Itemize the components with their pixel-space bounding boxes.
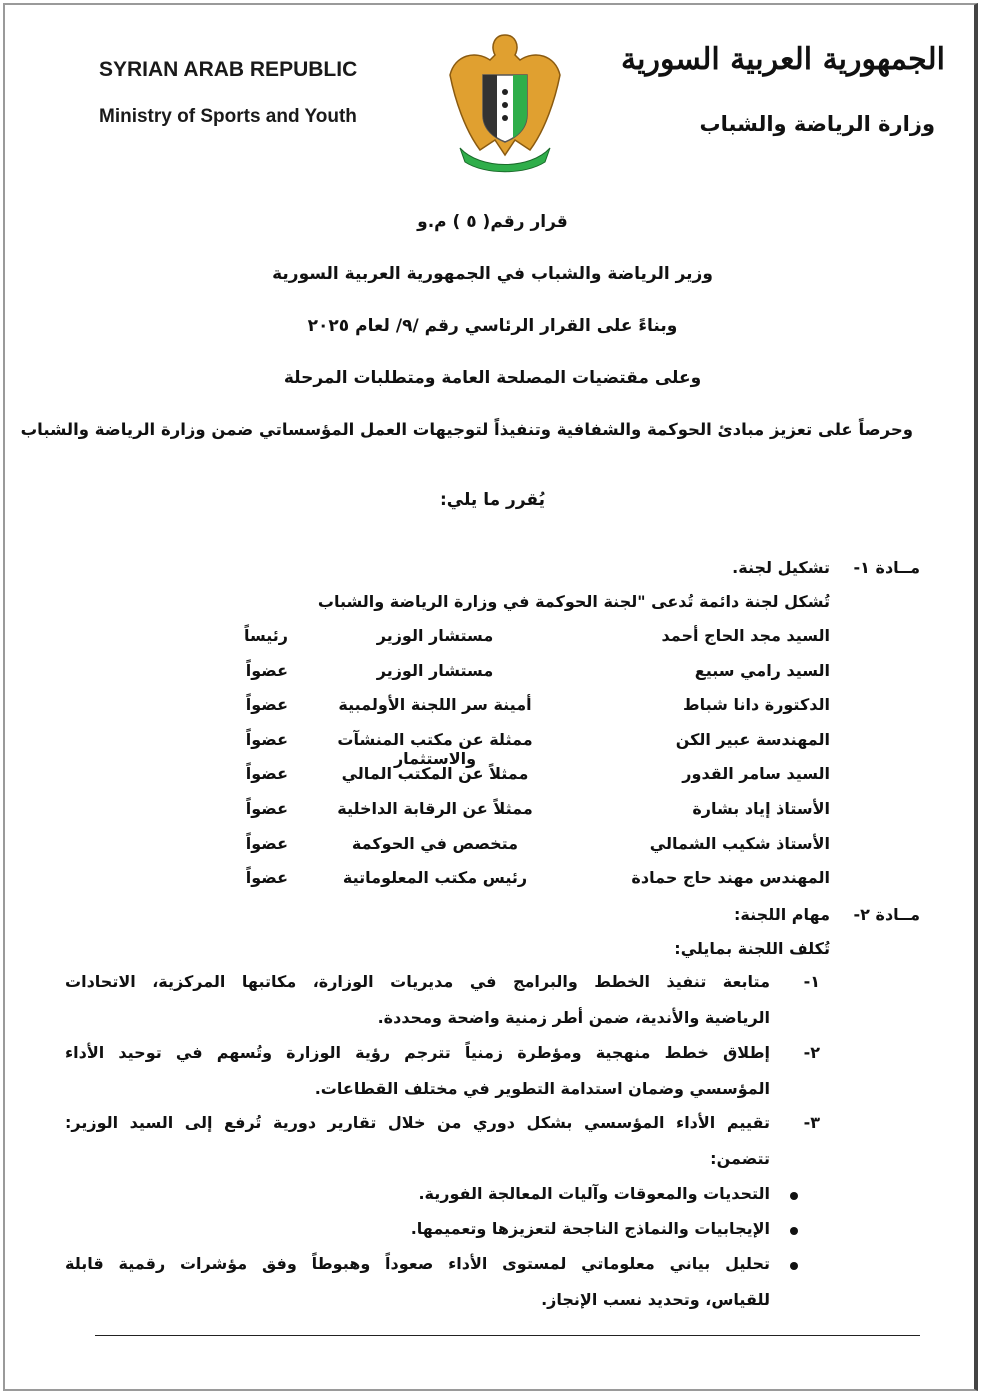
member-name: الأستاذ شكيب الشمالي <box>649 833 830 853</box>
bullet-text-line-1: تحليل بياني معلوماتي لمستوى الأداء صعوداً وهبوطاً وفق مؤشرات رقمية قابلة <box>65 1254 770 1273</box>
member-status: عضواً <box>245 695 288 715</box>
task-number: ٢- <box>803 1043 820 1062</box>
task-number: ٣- <box>803 1113 820 1132</box>
member-status: عضواً <box>245 799 288 818</box>
header-en-ministry: Ministry of Sports and Youth <box>99 106 357 127</box>
footer-divider <box>95 1335 920 1336</box>
header-ar-country: الجمهورية العربية السورية <box>621 42 945 77</box>
task-text-line-2: المؤسسي وضمان استدامة التطوير في مختلف القطاعات. <box>314 1079 770 1098</box>
member-role: ممثلاً عن المكتب المالي <box>341 764 529 784</box>
preamble-line-2: وبناءً على القرار الرئاسي رقم /٩/ لعام ٢٠٢٥ <box>307 316 678 336</box>
preamble-line-1: وزير الرياضة والشباب في الجمهورية العربية السورية <box>272 264 713 284</box>
member-status: عضواً <box>245 764 288 784</box>
member-status: عضواً <box>245 729 288 749</box>
member-row <box>0 868 985 898</box>
article-2-label: مــادة ٢- <box>853 905 920 924</box>
member-row <box>0 834 985 864</box>
member-row <box>0 626 985 656</box>
decision-number: قرار رقم( ٥ ) م.و <box>417 212 568 232</box>
task-text-line-2: تتضمن: <box>710 1149 770 1168</box>
member-row <box>0 661 985 691</box>
member-status: عضواً <box>245 833 288 853</box>
article-1-intro: تُشكل لجنة دائمة تُدعى "لجنة الحوكمة في وزارة الرياضة والشباب <box>317 592 830 611</box>
task-number: ١- <box>803 972 820 991</box>
member-name: الدكتورة دانا شباط <box>683 695 830 715</box>
preamble-line-3: وعلى مقتضيات المصلحة العامة ومتطلبات المرحلة <box>283 368 702 388</box>
preamble-line-4: وحرصاً على تعزيز مبادئ الحوكمة والشفافية وتنفيذاً لتوجيهات العمل المؤسساتي ضمن وزارة الرياضة والشباب <box>20 420 913 439</box>
member-role: ممثلاً عن الرقابة الداخلية <box>337 799 533 818</box>
bullet-icon <box>790 1192 798 1200</box>
bullet-icon <box>790 1227 798 1235</box>
member-name: السيد سامر القدور <box>682 764 830 784</box>
member-name: المهندس مهند حاج حمادة <box>631 868 830 888</box>
member-role: متخصص في الحوكمة <box>351 833 519 853</box>
task-text-line-1: تقييم الأداء المؤسسي بشكل دوري من خلال تقارير دورية تُرفع إلى السيد الوزير: <box>65 1113 770 1132</box>
member-role: مستشار الوزير <box>376 626 494 645</box>
bullet-text-line-2: للقياس، وتحديد نسب الإنجاز. <box>541 1290 770 1309</box>
member-row <box>0 799 985 829</box>
bullet-text: التحديات والمعوقات وآليات المعالجة الفورية. <box>418 1184 770 1203</box>
member-role: مستشار الوزير <box>376 660 494 680</box>
member-name: السيد مجد الحاج أحمد <box>661 626 830 645</box>
member-status: عضواً <box>245 660 288 680</box>
article-2-title: مهام اللجنة: <box>734 905 830 924</box>
member-row <box>0 729 985 768</box>
bullet-text: الإيجابيات والنماذج الناجحة لتعزيزها وتعميمها. <box>410 1219 770 1238</box>
member-row <box>0 764 985 794</box>
member-row <box>0 695 985 725</box>
syrian-eagle-emblem <box>445 30 565 175</box>
member-name: السيد رامي سبيع <box>694 660 830 680</box>
article-1-label: مــادة ١- <box>853 558 920 577</box>
header-en-country: SYRIAN ARAB REPUBLIC <box>99 58 358 81</box>
member-name: الأستاذ إياد بشارة <box>692 799 830 818</box>
member-role: أمينة سر اللجنة الأولمبية <box>338 695 532 715</box>
header-ar-ministry: وزارة الرياضة والشباب <box>699 112 935 136</box>
member-status: عضواً <box>245 868 288 888</box>
bullet-icon <box>790 1262 798 1270</box>
article-1-title: تشكيل لجنة. <box>732 558 830 577</box>
member-role: رئيس مكتب المعلوماتية <box>342 868 528 888</box>
decides-heading: يُقرر ما يلي: <box>439 490 546 510</box>
article-2-intro: تُكلف اللجنة بمايلي: <box>674 939 830 958</box>
member-status: رئيساً <box>243 626 288 645</box>
task-text-line-2: الرياضية والأندية، ضمن أطر زمنية واضحة ومحددة. <box>377 1008 770 1027</box>
member-name: المهندسة عبير الكن <box>675 729 830 749</box>
member-role: ممثلة عن مكتب المنشآت والاستثمار <box>337 729 533 768</box>
task-text-line-1: إطلاق خطط منهجية ومؤطرة زمنياً تترجم رؤية الوزارة وتُسهم في توحيد الأداء <box>65 1043 770 1062</box>
task-text-line-1: متابعة تنفيذ الخطط والبرامج في مديريات الوزارة، مكاتبها المركزية، الاتحادات <box>65 972 770 991</box>
